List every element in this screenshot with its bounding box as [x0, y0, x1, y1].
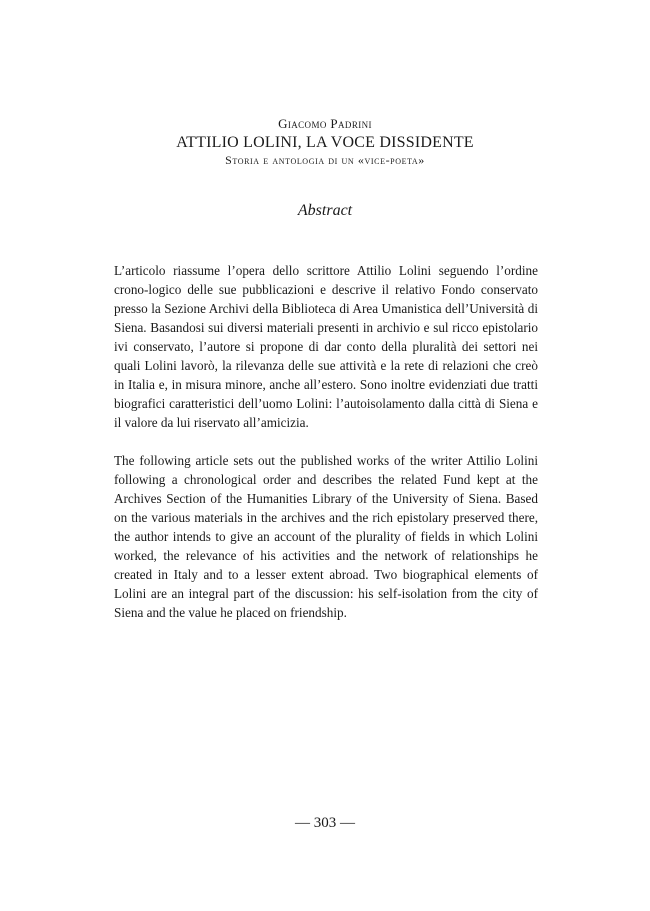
abstract-heading: Abstract: [297, 202, 353, 219]
abstract-body: [114, 261, 538, 622]
article-subtitle: Storia e antologia di un «vice-poeta»: [225, 153, 425, 167]
abstract-paragraph-english: The following article sets out the published works of the writer Attilio Lolini following a chronological order and describes the related Fund kept at the Archives Section of the Humanities Library of the University of Siena. Based on the various materials in the archives and the rich epistolary preserved there, the author intends to give an account of the plurality of fields in which Lolini worked, the relevance of his activities and the network of relationships he created in Italy and to a lesser extent abroad. Two biographical elements of Lolini are an integral part of the discussion: his self-isolation from the city of Siena and the value he placed on friendship.: [114, 453, 538, 620]
abstract-paragraph-italian: L’articolo riassume l’opera dello scrittore Attilio Lolini seguendo l’ordine crono-logico delle sue pubblicazioni e descrive il relativo Fondo conservato presso la Sezione Archivi della Biblioteca di Area Umanistica dell’Università di Siena. Basandosi sui diversi materiali presenti in archivio e sul ricco epistolario ivi conservato, l’autore si propone di dar conto della pluralità dei settori nei quali Lolini lavorò, la rilevanza delle sue attività e la rete di relazioni che creò in Italia e, in misura minore, anche all’estero. Sono inoltre evidenziati due tratti biografici caratteristici dell’uomo Lolini: l’autoisolamento dalla città di Siena e il valore da lui riservato all’amicizia.: [114, 263, 538, 430]
article-header: [0, 116, 650, 168]
article-title: ATTILIO LOLINI, LA VOCE DISSIDENTE: [176, 134, 474, 151]
author-name: Giacomo Padrini: [278, 116, 372, 131]
page-number: — 303 —: [295, 815, 355, 831]
